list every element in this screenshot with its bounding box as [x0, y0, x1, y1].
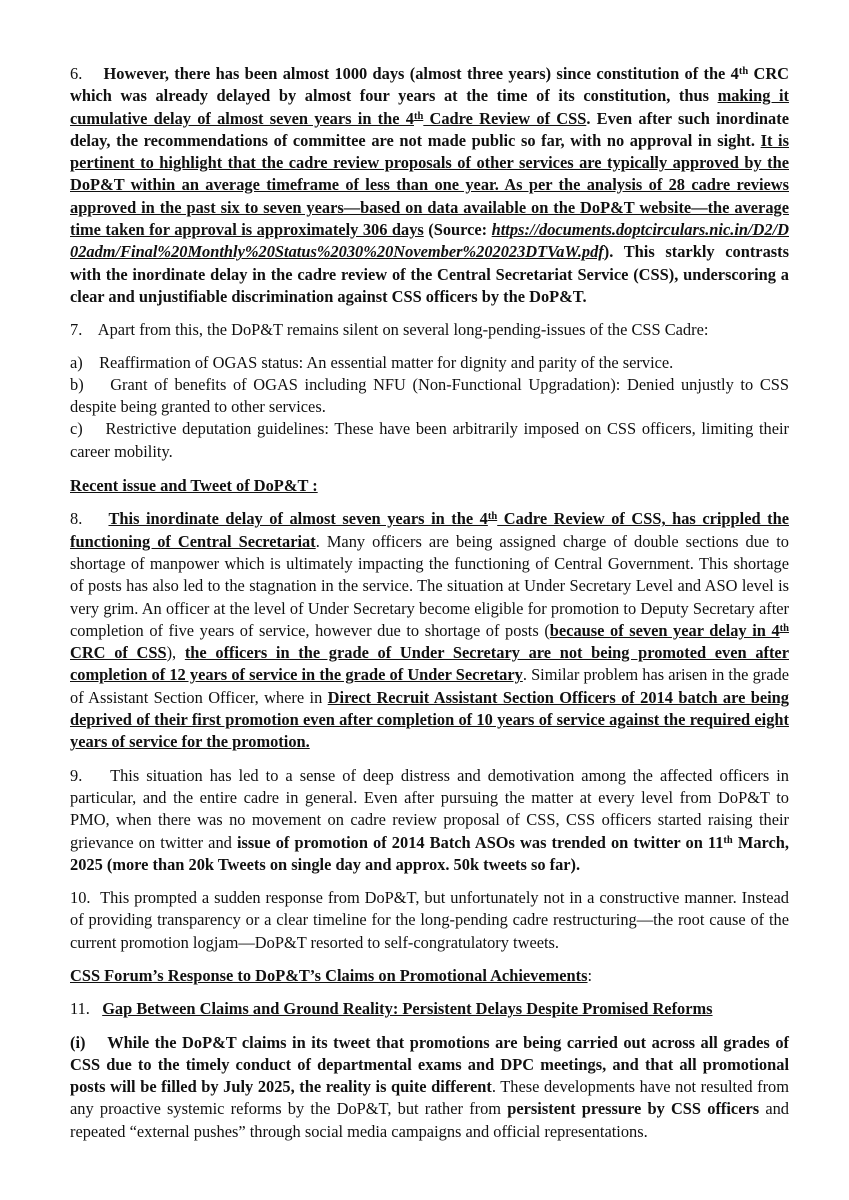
forum-response-heading-colon: :: [587, 965, 593, 985]
paragraph-11-title: [70, 998, 789, 1020]
source-link[interactable]: https://documents.doptcirculars.nic.in/D2/D02adm/Final%20Monthly%20Status%2030%20November%202023DTVaW.pdf: [70, 220, 789, 262]
section-heading-forum-response: [70, 965, 789, 987]
paragraph-10: 10. This prompted a sudden response from DoP&T, but unfortunately not in a constructive manner. Instead of providing transparency or a clear timeline for the long-pending cadre restructuring—the root cause of the current promotion logjam—DoP&T resorted to self-congratulatory tweets.: [70, 888, 794, 952]
paragraph-7-intro: 7. Apart from this, the DoP&T remains silent on several long-pending-issues of the CSS Cadre:: [70, 320, 709, 340]
paragraph-6: [70, 63, 789, 308]
para9-text-1: 9. This situation has led to a sense of deep distress and demotivation among the affected officers in particular, and the entire cadre in general. Even after pursuing the matter at every level from DoP&T to PMO, when there was no movement on cadre review proposal of CSS, CSS officers started raising their grievance on twitter and: [70, 765, 794, 852]
para8-sup-1: th: [487, 511, 498, 523]
para8-text-5: the officers in the grade of Under Secretary are not being promoted even after completion of 12 years of service in the grade of Under Secretary: [70, 643, 789, 685]
paragraph-11-i: [70, 1032, 794, 1143]
para6-text-2b: Cadre Review of CSS: [423, 108, 587, 128]
forum-response-heading-text: CSS Forum’s Response to DoP&T’s Claims on Promotional Achievements: [70, 965, 588, 985]
para11-number: 11.: [70, 999, 90, 1019]
para8-sup-2: th: [779, 622, 789, 634]
list-item: c) Restrictive deputation guidelines: These have been arbitrarily imposed on CSS officers, limiting their career mobility.: [70, 419, 794, 461]
para6-number: 6.: [70, 64, 83, 83]
para8-text-1a: This inordinate delay of almost seven years in the 4: [108, 509, 488, 529]
para11-title-text: Gap Between Claims and Ground Reality: Persistent Delays Despite Promised Reforms: [102, 999, 713, 1019]
para8-text-4: ),: [166, 643, 185, 663]
para8-number: 8.: [70, 509, 83, 529]
issues-list: [70, 352, 794, 463]
para9-text-2b: March, 2025 (more than 20k Tweets on single day and approx. 50k tweets so far).: [70, 832, 789, 874]
para11i-text-1: (i) While the DoP&T claims in its tweet that promotions are being carried out across all grades of CSS due to the timely conduct of departmental exams and DPC meetings, and that all promotional posts will be filled by July 2025, the reality is quite different: [70, 1032, 794, 1097]
para6-text-4: It is pertinent to highlight that the cadre review proposals of other services are typically approved by the DoP&T within an average timeframe of less than one year. As per the analysis of 28 cadre reviews approved in the past six to seven years—based on data available on the DoP&T website—the average time taken for approval is approximately 306 days: [70, 130, 789, 240]
para11i-text-4: and repeated “external pushes” through social media campaigns and official representations.: [70, 1099, 789, 1141]
para6-text-1b: CRC which was already delayed by almost four years at the time of its constitution, thus: [70, 64, 790, 106]
paragraph-8: [70, 508, 789, 753]
para9-text-2a: issue of promotion of 2014 Batch ASOs was trended on twitter on 11: [236, 832, 724, 852]
para8-text-6: . Similar problem has arisen in the grade of Assistant Section Officer, where in: [70, 665, 789, 707]
section-heading-recent-issue: Recent issue and Tweet of DoP&T :: [70, 476, 318, 496]
para8-text-3b: CRC of CSS: [70, 643, 167, 663]
para6-text-6: ). This starkly contrasts with the inordinate delay in the cadre review of the Central Secretariat Service (CSS), underscoring a clear and unjustifiable discrimination against CSS officers by the DoP&T.: [70, 242, 789, 306]
para8-text-2: . Many officers are being assigned charge of double sections due to shortage of manpower which is ultimately impacting the functioning of Central Government. This shortage of posts has also led to the stagnation in the service. The situation at Under Secretary Level and ASO level is very grim. An officer at the level of Under Secretary become eligible for promotion to Deputy Secretary after completion of five years of service, however due to shortage of posts (: [70, 531, 789, 640]
list-item: a) Reaffirmation of OGAS status: An essential matter for dignity and parity of the service.: [70, 352, 674, 372]
para6-sup-1: th: [738, 66, 749, 77]
para9-sup: th: [723, 834, 733, 846]
para11i-text-3: persistent pressure by CSS officers: [507, 1099, 760, 1119]
para6-text-1a: However, there has been almost 1000 days (almost three years) since constitution of the 4: [103, 64, 739, 83]
list-item: b) Grant of benefits of OGAS including NFU (Non-Functional Upgradation): Denied unjustly to CSS despite being granted to other services.: [70, 374, 794, 417]
para6-text-3: . Even after such inordinate delay, the recommendations of committee are not made public so far, with no approval in sight.: [70, 108, 789, 150]
para8-text-7: Direct Recruit Assistant Section Officers of 2014 batch are being deprived of their first promotion even after completion of 10 years of service against the required eight years of service for the promotion.: [70, 687, 789, 752]
paragraph-9: [70, 765, 794, 876]
para8-text-3a: because of seven year delay in 4: [549, 620, 780, 640]
para6-text-2: making it cumulative delay of almost seven years in the 4: [70, 86, 789, 128]
para11i-text-2: . These developments have not resulted from any proactive systemic reforms by the DoP&T, but rather from: [70, 1077, 789, 1119]
para6-text-5: (Source:: [423, 220, 492, 240]
para6-sup-2: th: [413, 110, 424, 122]
para8-text-1b: Cadre Review of CSS, has crippled the functioning of Central Secretariat: [70, 509, 789, 551]
